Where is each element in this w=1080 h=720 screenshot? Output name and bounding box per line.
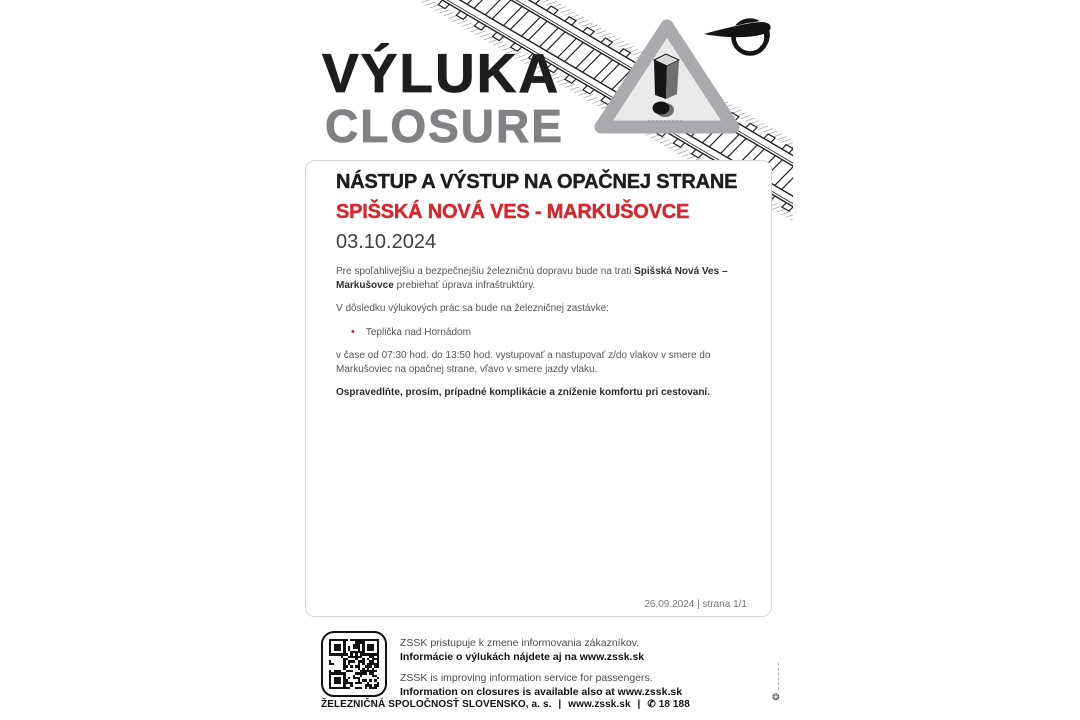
- qr-grid: [329, 639, 379, 689]
- stop-name: Teplička nad Hornádom: [365, 327, 471, 338]
- info-sk-line1: ZSSK pristupuje k zmene informovania zákazníkov.: [400, 637, 640, 649]
- info-panel: [400, 636, 682, 699]
- notice-heading: NÁSTUP A VÝSTUP NA OPAČNEJ STRANE: [336, 171, 738, 193]
- print-info-vertical: [778, 663, 779, 690]
- detail-paragraph: v čase od 07:30 hod. do 13:50 hod. vystupovať a nastupovať z/do vlakov v smere do Markušoviec na opačnej strane, vľavo v smere jazdy vlaku.: [336, 350, 711, 375]
- notice-meta: 26.09.2024 | strana 1/1: [644, 599, 747, 610]
- bullet-icon: •: [351, 326, 355, 338]
- zssk-logo-icon: [703, 21, 774, 54]
- info-en-line1: ZSSK is improving information service for passengers.: [400, 672, 653, 684]
- footer-phone: 18 188: [658, 699, 690, 710]
- stop-list-item: [336, 325, 738, 340]
- footer-company: ŽELEZNIČNÁ SPOLOČNOSŤ SLOVENSKO, a. s.: [321, 699, 552, 710]
- info-sk-line2: Informácie o výlukách nájdete aj na www.zssk.sk: [400, 651, 645, 663]
- qr-code: [321, 631, 387, 697]
- intro-text-post: prebiehať úprava infraštruktúry.: [393, 280, 536, 291]
- intro-route-bold: Spišská Nová Ves – Markušovce: [336, 266, 728, 291]
- notice-card: [305, 160, 772, 617]
- works-paragraph: V dôsledku výlukových prác sa bude na železničnej zastávke:: [336, 303, 609, 314]
- poster-title-en: CLOSURE: [325, 100, 564, 152]
- apology-paragraph: Ospravedlňte, prosím, prípadné komplikácie a zníženie komfortu pri cestovaní.: [336, 387, 710, 398]
- footer-website: www.zssk.sk: [568, 699, 631, 710]
- footer-separator-1: |: [558, 699, 562, 710]
- intro-text-pre: Pre spoľahlivejšiu a bezpečnejšiu železničnú dopravu bude na trati: [336, 266, 635, 277]
- print-mark-icon: ❂: [772, 692, 780, 702]
- footer-separator-2: |: [637, 699, 641, 710]
- info-en-line2: Information on closures is available also at www.zssk.sk: [400, 686, 683, 698]
- poster-title-sk: VÝLUKA: [322, 42, 561, 104]
- notice-date: 03.10.2024: [336, 231, 437, 253]
- notice-body: [336, 265, 738, 409]
- notice-route: SPIŠSKÁ NOVÁ VES - MARKUŠOVCE: [336, 201, 690, 223]
- phone-icon: ✆: [647, 699, 656, 710]
- footer-company-line: [321, 699, 690, 710]
- intro-paragraph: [336, 265, 738, 293]
